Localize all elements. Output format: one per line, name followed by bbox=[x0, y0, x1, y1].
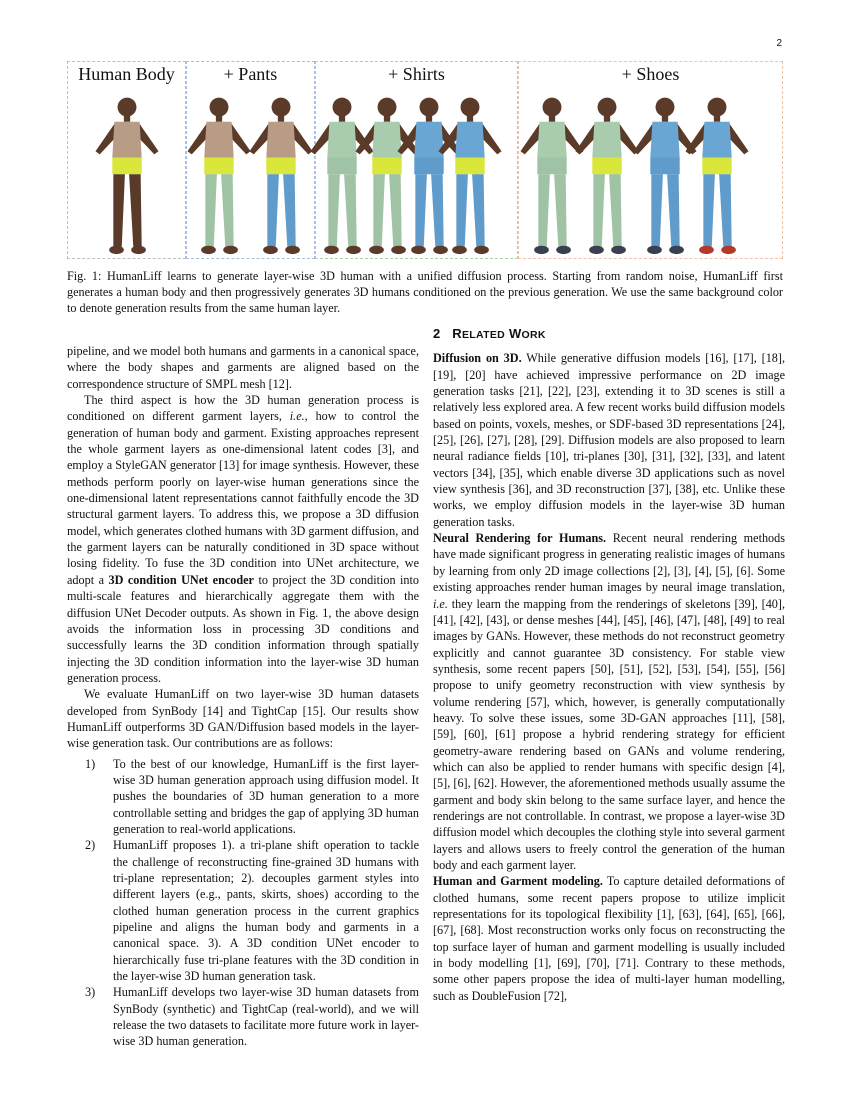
panel-label-human-body: Human Body bbox=[78, 64, 175, 84]
figure-shirt-4 bbox=[439, 98, 502, 254]
right-paragraph-2 bbox=[433, 530, 785, 873]
figure-shirt-2 bbox=[356, 98, 419, 254]
heading-smallcaps: ELATED bbox=[461, 329, 506, 341]
list-item bbox=[67, 984, 419, 1049]
heading-smallcaps: ORK bbox=[521, 329, 546, 341]
section-number: 2 bbox=[433, 326, 441, 341]
text-run: to project the 3D condition into multi-scale features and hierarchically aggregate them with the diffusion UNet Decoder outputs. As shown in Fig. 1, the above design avoids the information loss in processing 3D conditions and successfully learns the 3D condition information through spatially injecting the 3D condition information into the layer-wise 3D human generation process. bbox=[67, 572, 419, 685]
figure-body bbox=[96, 98, 159, 254]
list-text: HumanLiff develops two layer-wise 3D human datasets from SynBody (synthetic) and TightCap (real-world), and we will release the two datasets to facilitate more future work in layer-wise 3D human generation. bbox=[113, 985, 419, 1049]
list-text: HumanLiff proposes 1). a tri-plane shift operation to tackle the challenge of reconstructing fine-grained 3D humans with tri-plane representation; 2). decouples garment styles into different layers (e.g., pants, skirts, shoes) according to the clothed human generation process in the current graphics pipeline and aligns the human body and garments in a canonical space. 3). A 3D condition UNet encoder to hierarchically fuse tri-plane features with the 3D condition in the layer-wise 3D human generation task. bbox=[113, 838, 419, 984]
list-item bbox=[67, 837, 419, 984]
list-number: 2) bbox=[85, 838, 96, 853]
left-column bbox=[67, 343, 419, 1050]
paragraph-title: Neural Rendering for Humans. bbox=[433, 531, 607, 546]
right-paragraph-3 bbox=[433, 873, 785, 1004]
section-heading-related-work bbox=[433, 326, 785, 343]
list-number: 3) bbox=[85, 985, 96, 1000]
right-column bbox=[433, 326, 785, 1004]
panel-label-pants: + Pants bbox=[223, 64, 278, 84]
figure-shoes-2 bbox=[576, 98, 639, 254]
text-run: While generative diffusion models [16], [17], [18], [19], [20] have achieved impressive performance on 2D image generation tasks [21], [22], [23], extending it to 3D scenes is still a relatively less explored area. A few recent works build diffusion models based on points, voxels, meshes, or SDF-based 3D representations [24], [25], [26], [27], [28], [29]. Diffusion models are also proposed to learn neural radiance fields [10], tri-planes [30], [31], [32], [33], and latent vectors [34], [35], which enable diverse 3D applications such as novel view synthesis [36], and 3D reconstruction [37], [38], etc. Unlike these works, we employ diffusion models in the layer-wise 3D human generation tasks. bbox=[433, 351, 785, 529]
human-figures bbox=[67, 61, 783, 261]
figure-shoes-3 bbox=[634, 98, 697, 254]
heading-letter: W bbox=[508, 326, 522, 341]
figure-caption: Fig. 1: HumanLiff learns to generate layer-wise 3D human with a unified diffusion process. Starting from random noise, HumanLiff first generates a human body and then progressively generates 3D humans conditioned on the previous generation. We use the same background color to denote generation results from the same human layer. bbox=[67, 269, 783, 315]
list-number: 1) bbox=[85, 756, 96, 771]
figure-pants-blue bbox=[250, 98, 313, 254]
italic-ie: i.e., bbox=[289, 409, 308, 424]
figure-shirt-3 bbox=[398, 98, 461, 254]
contribution-list bbox=[67, 756, 419, 1050]
text-run: how to control the generation of human body and garment. Existing approaches represent the whole garment layers as one-dimensional latent codes [3], and employ a StyleGAN generator [13] for image synthesis. However, these methods perform poorly on layer-wise human generations since the one-dimensional latent representations cannot faithfully encode the 3D structural garment layers. To address this, we propose a 3D diffusion model, which generates clothed humans with 3D garment diffusion, and the garment layers can be naturally conditioned in 3D space without losing fidelity. To fuse the 3D condition into UNet architecture, we adopt a bbox=[67, 409, 419, 587]
figure-shoes-1 bbox=[521, 98, 584, 254]
figure-shoes-4 bbox=[686, 98, 749, 254]
left-paragraph-3: We evaluate HumanLiff on two layer-wise 3D human datasets developed from SynBody [14] and TightCap [15]. Our results show HumanLiff outperforms 3D GAN/Diffusion based models in the layer-wise generation task. Our contributions are as follows: bbox=[67, 687, 419, 751]
italic-ie: i.e. bbox=[433, 596, 448, 611]
list-text: To the best of our knowledge, HumanLiff is the first layer-wise 3D human generation approach using diffusion model. It pushes the boundaries of 3D human generation to a more controllable setting and bridges the gap of applying 3D human generation to real-world applications. bbox=[113, 756, 419, 836]
panel-label-shoes: + Shoes bbox=[621, 64, 680, 84]
text-run: To capture detailed deformations of clothed humans, some recent papers propose to utilize implicit representations for its topological flexibility [1], [63], [64], [65], [66], [67], [68]. Most reconstruction works only focus on reconstructing the top surface layer of human and garment modelling is usually included in body modelling [1], [69], [70], [71]. Contrary to these methods, some other papers propose the idea of multi-layer human modelling, such as DoubleFusion [72], bbox=[433, 874, 785, 1003]
bold-term: 3D condition UNet encoder bbox=[108, 572, 254, 587]
page-number: 2 bbox=[776, 38, 782, 49]
paragraph-title: Diffusion on 3D. bbox=[433, 351, 522, 366]
text-run: The third aspect is how the 3D human generation process is conditioned on different garment layers, bbox=[67, 393, 419, 424]
text-run: Recent neural rendering methods have made significant progress in generating realistic images of humans by learning from only 2D image collections [2], [3], [4], [5], [6]. Some existing approaches render human images by neural image translation, bbox=[433, 531, 785, 595]
figure-pants-green bbox=[188, 98, 251, 254]
left-paragraph-1: pipeline, and we model both humans and garments in a canonical space, where the body shapes and garments are aligned based on the correspondence structure of SMPL mesh [12]. bbox=[67, 344, 419, 391]
heading-letter: R bbox=[452, 326, 462, 341]
list-item bbox=[67, 756, 419, 838]
panel-label-shirts: + Shirts bbox=[388, 64, 445, 84]
figure-shirt-1 bbox=[311, 98, 374, 254]
text-run: they learn the mapping from the renderings of skeletons [39], [40], [41], [42], [43], or dense meshes [44], [45], [46], [47], [48], [49] to real images by GANs. However, these methods do not reconstruct geometry explicitly and cannot guarantee 3D consistency. For stable view synthesis, some recent papers [50], [51], [52], [53], [54], [55], [56] propose to unify geometry reconstruction with view synthesis by volume rendering [57], which, however, is generally computationally heavy. To solve these issues, some 3D-GAN approaches [11], [58], [59], [60], [61] propose a hybrid rendering strategy for efficient geometry-aware rendering based on GANs and volume rendering, which can also be applied to render humans with specific design [4], [5], [6], [62]. However, the aforementioned methods usually assume the garment and body skin belong to the same surface layer, and hence the renderings are not controllable. In contrast, we propose a layer-wise 3D diffusion model which decouples the clothing style into several garment layers and allows users to freely control the generation of the human body and each garment layer. bbox=[433, 596, 785, 872]
right-paragraph-1 bbox=[433, 350, 785, 530]
left-paragraph-2 bbox=[67, 392, 419, 686]
figure-1 bbox=[67, 61, 783, 261]
paragraph-title: Human and Garment modeling. bbox=[433, 874, 603, 889]
